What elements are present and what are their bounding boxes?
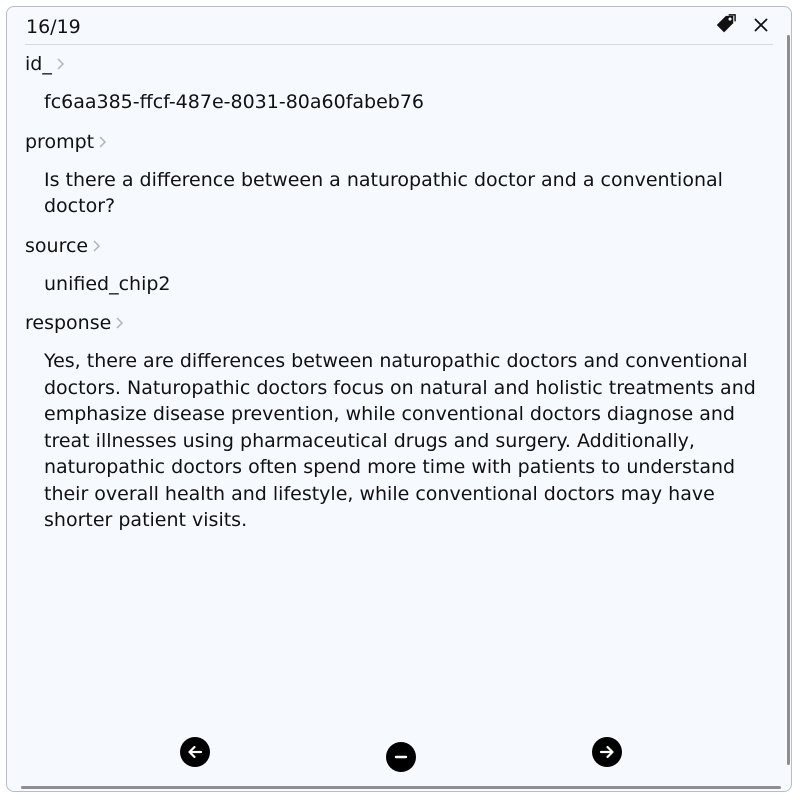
chevron-right-icon (55, 57, 65, 71)
close-button[interactable] (749, 13, 773, 37)
previous-button[interactable] (180, 737, 210, 767)
field-key-id[interactable] (25, 51, 767, 77)
arrow-right-icon (598, 743, 616, 761)
arrow-left-icon (186, 743, 204, 761)
field-prompt (25, 129, 767, 220)
record-counter: 16/19 (26, 16, 81, 38)
field-key-label: response (25, 312, 112, 334)
field-key-label: source (25, 234, 89, 257)
field-key-prompt[interactable] (25, 129, 767, 155)
horizontal-scrollbar[interactable] (21, 786, 781, 789)
field-value-id: fc6aa385-ffcf-487e-8031-80a60fabeb76 (44, 91, 425, 113)
record-viewer-window (6, 6, 792, 792)
field-key-label: prompt (25, 130, 95, 153)
viewer-header (25, 7, 773, 45)
vertical-scrollbar[interactable] (787, 35, 790, 765)
next-button[interactable] (592, 737, 622, 767)
chevron-right-icon (91, 239, 101, 253)
tag-icon (714, 14, 736, 36)
field-source (25, 233, 767, 298)
field-key-source[interactable] (25, 233, 767, 259)
chevron-right-icon (114, 316, 124, 330)
field-value-prompt: Is there a difference between a naturopathic doctor and a conventional doctor? (44, 168, 723, 217)
field-key-response[interactable] (25, 310, 767, 336)
field-id (25, 51, 767, 116)
close-icon (754, 18, 768, 32)
field-value-response: Yes, there are differences between naturopathic doctors and conventional doctors. Naturopathic doctors focus on natural and holistic treatments and emphasize disease prevention, while conventional doctors diagnose and treat illnesses using pharmaceutical drugs and surgery. Additionally, naturopathic doctors often spend more time with patients to understand their overall health and lifestyle, while conventional doctors may have shorter patient visits. (44, 350, 756, 531)
field-response (25, 310, 767, 534)
field-value-source: unified_chip2 (44, 272, 171, 295)
tag-button[interactable] (713, 13, 737, 37)
chevron-right-icon (97, 135, 107, 149)
minus-circle-icon (392, 748, 410, 766)
field-key-label: id_ (25, 53, 52, 75)
record-fields (25, 51, 767, 547)
remove-button[interactable] (386, 742, 416, 772)
